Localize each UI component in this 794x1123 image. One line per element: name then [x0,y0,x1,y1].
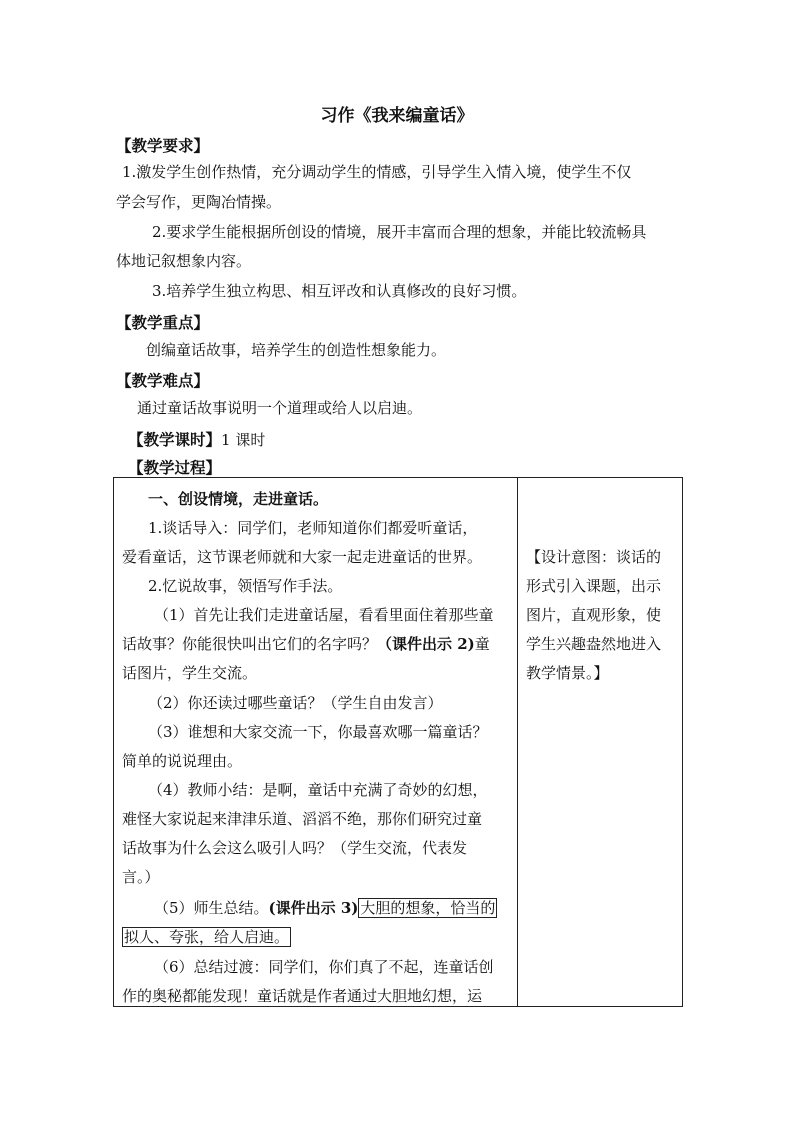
requirement-1-line-2: 学会写作，更陶冶情操。 [116,193,282,211]
process-line: （2）你还读过哪些童话？（学生自由发言） [148,694,443,712]
courseware-label: (课件出示 3) [268,899,359,917]
process-line [154,897,497,918]
process-text: （5）师生总结。 [154,899,269,917]
hours-heading: 【教学课时】 [128,430,222,449]
process-line: 话故事为什么会这么吸引人吗？（学生交流，代表发 [122,839,468,857]
requirements-heading: 【教学要求】 [116,136,210,155]
process-line [122,633,490,654]
process-line: 1.谈话导入：同学们，老师知道你们都爱听童话， [148,519,478,537]
process-line: 爱看童话，这节课老师就和大家一起走进童话的世界。 [122,548,483,566]
process-line: （1）首先让我们走进童话屋，看看里面住着那些童 [154,606,494,624]
process-line: （4）教师小结：是啊，童话中充满了奇妙的幻想， [148,781,488,799]
hours-text: 1 课时 [221,431,266,449]
design-intent-line: 学生兴趣盎然地进入 [526,635,662,653]
process-line: 难怪大家说起来津津乐道、滔滔不绝，那你们研究过童 [122,810,483,828]
process-line: （3）谁想和大家交流一下，你最喜欢哪一篇童话？ [148,723,488,741]
difficulty-heading: 【教学难点】 [116,371,210,390]
process-line: 作的奥秘都能发现！童话就是作者通过大胆地幻想，运 [122,987,483,1005]
process-line [122,926,291,947]
courseware-label: （课件出示 2) [377,635,475,653]
process-table [113,477,683,1007]
design-intent-line: 【设计意图：谈话的 [526,548,662,566]
design-intent-line: 形式引入课题，出示 [526,577,662,595]
key-point-heading: 【教学重点】 [116,313,210,332]
process-right-cell [518,478,683,1007]
process-left-cell [114,478,518,1007]
requirement-2-line-1: 2.要求学生能根据所创设的情境，展开丰富而合理的想象，并能比较流畅具 [152,223,647,241]
process-line: 言。） [122,868,160,886]
boxed-highlight: 拟人、夸张，给人启迪。 [124,928,290,946]
design-intent-line: 教学情景。】 [526,664,609,682]
difficulty-text: 通过童话故事说明一个道理或给人以启迪。 [137,399,423,417]
design-intent-line: 图片，直观形象，使 [526,606,662,624]
process-text: 话故事？你能很快叫出它们的名字吗？ [122,635,378,653]
process-text: 童 [474,635,490,653]
requirement-1-line-1: 1.激发学生创作热情，充分调动学生的情感，引导学生入情入境，使学生不仅 [122,163,632,181]
page-title: 习作《我来编童话》 [320,106,474,126]
process-line: （6）总结过渡：同学们，你们真了不起，连童话创 [154,958,494,976]
hours-row [128,428,265,450]
process-line: 2.忆说故事，领悟写作手法。 [148,577,343,595]
process-line: 简单的说说理由。 [122,752,243,770]
process-heading: 【教学过程】 [128,458,222,477]
requirement-2-line-2: 体地记叙想象内容。 [116,252,252,270]
key-point-text: 创编童话故事，培养学生的创造性想象能力。 [146,341,447,359]
requirement-3: 3.培养学生独立构思、相互评改和认真修改的良好习惯。 [152,282,527,300]
process-line: 话图片，学生交流。 [122,664,258,682]
boxed-highlight: 大胆的想象，恰当的 [360,899,496,917]
step-1-heading: 一、创设情境，走进童话。 [148,490,329,508]
